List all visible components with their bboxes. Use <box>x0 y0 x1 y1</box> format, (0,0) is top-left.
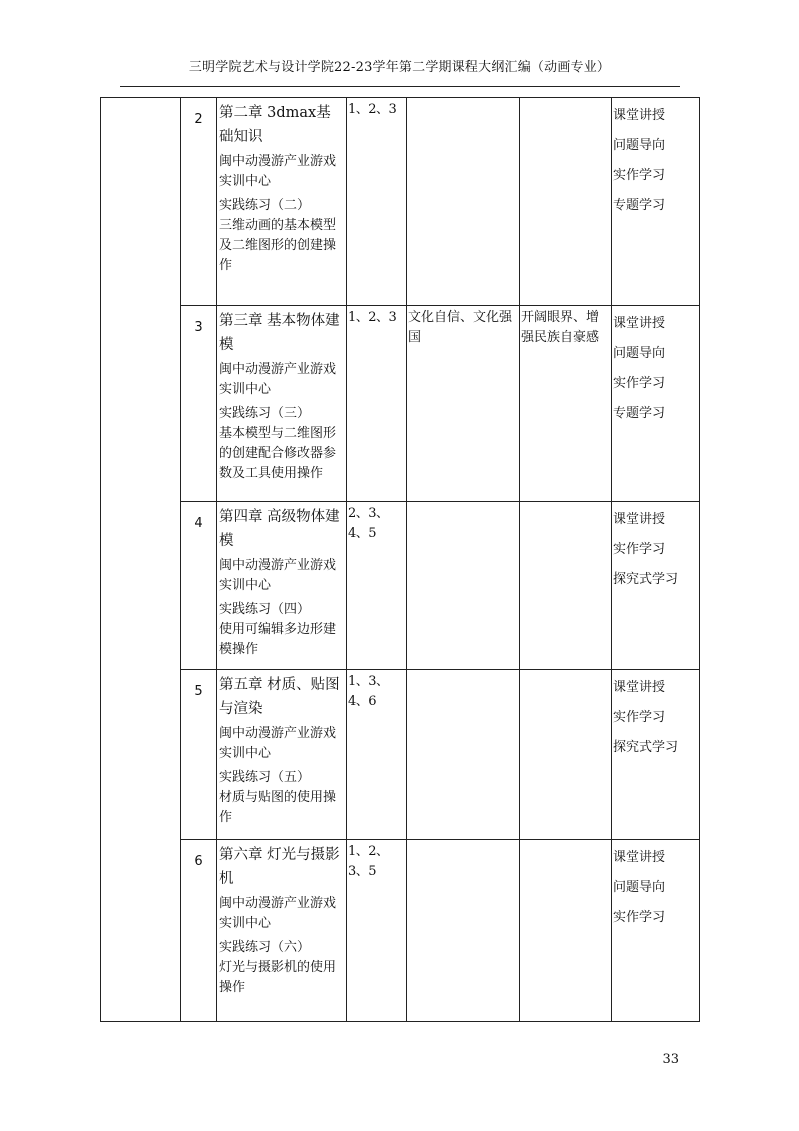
practice-label: 实践练习（四） <box>219 602 311 617</box>
method-item: 专题学习 <box>613 198 666 213</box>
ideological-cell: 文化自信、文化强国 <box>407 306 520 502</box>
chapter-title: 第二章 3dmax基础知识 <box>219 105 331 145</box>
row-content <box>217 502 347 670</box>
page-header: 三明学院艺术与设计学院22-23学年第二学期课程大纲汇编（动画专业） <box>188 60 611 75</box>
practice-desc: 基本模型与二维图形的创建配合修改器参数及工具使用操作 <box>219 426 337 481</box>
method-item: 专题学习 <box>613 406 666 421</box>
objectives-cell: 1、2、3 <box>347 306 407 502</box>
ideological-cell <box>407 670 520 840</box>
table-row <box>101 98 700 306</box>
ideological-cell <box>407 502 520 670</box>
chapter-title: 第三章 基本物体建模 <box>219 313 340 353</box>
methods-cell <box>612 670 700 840</box>
row-content <box>217 670 347 840</box>
table-row <box>101 840 700 1022</box>
method-item: 课堂讲授 <box>613 680 666 695</box>
methods-cell <box>612 502 700 670</box>
practice-place: 闽中动漫游产业游戏实训中心 <box>219 726 337 761</box>
page-number: 33 <box>662 1052 679 1067</box>
chapter-title: 第五章 材质、贴图与渲染 <box>219 677 340 717</box>
practice-place: 闽中动漫游产业游戏实训中心 <box>219 896 337 931</box>
header-rule <box>120 86 680 87</box>
methods-cell <box>612 840 700 1022</box>
practice-desc: 材质与贴图的使用操作 <box>219 790 337 825</box>
row-number: 6 <box>181 840 217 1022</box>
goal-cell <box>520 98 612 306</box>
row-content <box>217 98 347 306</box>
method-item: 问题导向 <box>613 138 666 153</box>
row-content <box>217 840 347 1022</box>
goal-cell <box>520 502 612 670</box>
practice-label: 实践练习（六） <box>219 940 311 955</box>
row-number: 2 <box>181 98 217 306</box>
practice-place: 闽中动漫游产业游戏实训中心 <box>219 362 337 397</box>
merged-left-cell <box>101 98 181 1022</box>
row-number: 5 <box>181 670 217 840</box>
row-number: 4 <box>181 502 217 670</box>
practice-label: 实践练习（五） <box>219 770 311 785</box>
chapter-title: 第四章 高级物体建模 <box>219 509 340 549</box>
row-content <box>217 306 347 502</box>
row-number: 3 <box>181 306 217 502</box>
practice-label: 实践练习（二） <box>219 198 311 213</box>
method-item: 问题导向 <box>613 880 666 895</box>
ideological-cell <box>407 840 520 1022</box>
method-item: 探究式学习 <box>613 740 679 755</box>
chapter-title: 第六章 灯光与摄影机 <box>219 847 340 887</box>
practice-desc: 使用可编辑多边形建模操作 <box>219 622 337 657</box>
syllabus-table <box>100 97 700 1022</box>
method-item: 课堂讲授 <box>613 108 666 123</box>
method-item: 课堂讲授 <box>613 850 666 865</box>
ideological-cell <box>407 98 520 306</box>
objectives-cell: 1、2、3 <box>347 98 407 306</box>
method-item: 课堂讲授 <box>613 512 666 527</box>
practice-desc: 三维动画的基本模型及二维图形的创建操作 <box>219 218 337 273</box>
table-row <box>101 306 700 502</box>
practice-label: 实践练习（三） <box>219 406 311 421</box>
objectives-cell: 2、3、4、5 <box>347 502 407 670</box>
goal-cell <box>520 670 612 840</box>
objectives-cell: 1、2、3、5 <box>347 840 407 1022</box>
practice-place: 闽中动漫游产业游戏实训中心 <box>219 154 337 189</box>
methods-cell <box>612 98 700 306</box>
goal-cell <box>520 840 612 1022</box>
practice-desc: 灯光与摄影机的使用操作 <box>219 960 337 995</box>
objectives-cell: 1、3、4、6 <box>347 670 407 840</box>
methods-cell <box>612 306 700 502</box>
table-row <box>101 502 700 670</box>
method-item: 实作学习 <box>613 542 666 557</box>
method-item: 课堂讲授 <box>613 316 666 331</box>
method-item: 实作学习 <box>613 376 666 391</box>
method-item: 探究式学习 <box>613 572 679 587</box>
method-item: 实作学习 <box>613 168 666 183</box>
method-item: 实作学习 <box>613 710 666 725</box>
method-item: 实作学习 <box>613 910 666 925</box>
practice-place: 闽中动漫游产业游戏实训中心 <box>219 558 337 593</box>
method-item: 问题导向 <box>613 346 666 361</box>
table-row <box>101 670 700 840</box>
goal-cell: 开阔眼界、增强民族自豪感 <box>520 306 612 502</box>
